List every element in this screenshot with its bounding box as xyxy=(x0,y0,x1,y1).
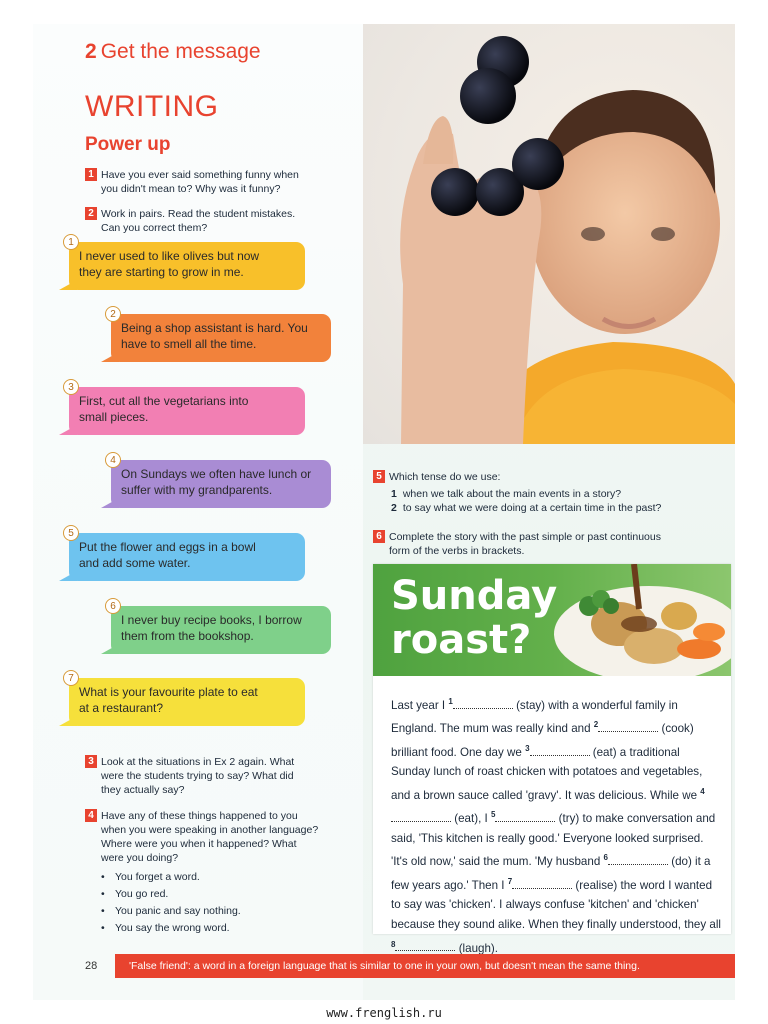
unit-title: Get the message xyxy=(100,40,261,63)
bubble-tail xyxy=(101,352,119,362)
exercise-text: Can you correct them? xyxy=(101,222,208,234)
exercise-3 xyxy=(85,755,345,797)
exercise-text: Which tense do we use: xyxy=(389,471,501,483)
gap-6-blank[interactable] xyxy=(608,855,668,865)
bubble-number: 5 xyxy=(63,525,79,541)
bubble-tail xyxy=(59,425,77,435)
bubble-text: I never used to like olives but now xyxy=(79,249,260,263)
exercise-5 xyxy=(373,470,723,515)
story-banner xyxy=(373,564,731,676)
gap-5-blank[interactable] xyxy=(495,812,555,822)
story-segment: (eat) a traditional Sunday lunch of roast chicken with potatoes and vegetables, and a brown sauce called 'gravy'. It was delicious. While we xyxy=(391,745,703,802)
gap-3-blank[interactable] xyxy=(530,746,590,756)
mistake-bubble-2 xyxy=(110,309,331,362)
bubble-text: have to smell all the time. xyxy=(121,337,257,351)
story-segment: Last year I xyxy=(391,698,446,712)
gap-number: 7 xyxy=(507,876,513,886)
exercise-text: Work in pairs. Read the student mistakes. xyxy=(101,208,296,220)
item-number: 2 xyxy=(391,502,397,514)
photo-illustration xyxy=(363,24,735,444)
roast-dinner-image xyxy=(549,564,731,676)
list-item: • You forget a word. xyxy=(101,869,241,886)
exercise-text: Where were you when it happened? What xyxy=(101,838,297,850)
list-item: • You say the wrong word. xyxy=(101,920,241,937)
gap-number: 1 xyxy=(448,697,453,706)
bubble-text: I never buy recipe books, I borrow xyxy=(121,613,302,627)
bubble-text: at a restaurant? xyxy=(79,701,164,715)
bubble-text: suffer with my grandparents. xyxy=(121,483,273,497)
item-text: to say what we were doing at a certain time in the past? xyxy=(402,502,662,514)
bubble-tail xyxy=(101,644,119,654)
exercise-text: Have any of these things happened to you xyxy=(101,810,298,822)
exercise-text: when you were speaking in another language? xyxy=(101,824,319,836)
bubble-text: small pieces. xyxy=(79,410,149,424)
story-segment: (eat), I xyxy=(454,812,488,826)
gap-number: 6 xyxy=(603,853,608,863)
story-segment: (cook) brilliant food. One day we xyxy=(391,722,694,759)
website-footer: www.frenglish.ru xyxy=(326,1006,442,1020)
bubble-number: 3 xyxy=(63,379,79,395)
bubble-number: 1 xyxy=(63,234,79,250)
gap-number: 3 xyxy=(525,743,530,753)
story-title xyxy=(391,574,557,662)
story-segment: (do) it a few years ago.' Then I xyxy=(391,855,711,892)
bubble-text: Being a shop assistant is hard. You xyxy=(121,321,308,335)
list-item: • You go red. xyxy=(101,886,241,903)
exercise-1 xyxy=(85,168,345,196)
gap-number: 8 xyxy=(391,939,396,949)
gap-number: 2 xyxy=(593,720,599,730)
bubble-text: they are starting to grow in me. xyxy=(79,265,244,279)
subsection-title: Power up xyxy=(85,134,171,155)
exercise-text: they actually say? xyxy=(101,784,185,796)
exercise-6 xyxy=(373,530,723,558)
bubble-text: Put the flower and eggs in a bowl xyxy=(79,540,256,554)
bubble-number: 4 xyxy=(105,452,121,468)
bubble-text: On Sundays we often have lunch or xyxy=(121,467,312,481)
gap-4-blank[interactable] xyxy=(391,812,451,822)
exercise-text: were the students trying to say? What did xyxy=(101,770,294,782)
page-number: 28 xyxy=(85,960,98,972)
bubble-number: 7 xyxy=(63,670,79,686)
exercise-text: you didn't mean to? Why was it funny? xyxy=(101,183,281,195)
mistake-bubble-1 xyxy=(68,237,305,290)
exercise-text: Complete the story with the past simple or past continuous xyxy=(389,531,661,543)
bubble-text: What is your favourite plate to eat xyxy=(79,685,258,699)
gap-1-blank[interactable] xyxy=(453,699,513,709)
story-segment: (realise) the word I wanted to say was 'chicken'. I always confuse 'kitchen' and 'chicken' because they sound alike. When they finally understood, they all xyxy=(391,878,721,931)
exercise-2 xyxy=(85,207,345,235)
unit-number: 2 xyxy=(85,40,97,63)
bubble-tail xyxy=(59,716,77,726)
bubble-number: 2 xyxy=(105,306,121,322)
mistake-bubble-7 xyxy=(68,673,305,726)
bubble-text: and add some water. xyxy=(79,556,191,570)
item-number: 1 xyxy=(391,488,397,500)
false-friend-definition: 'False friend': a word in a foreign language that is similar to one in your own, but doesn't mean the same thing. xyxy=(115,954,735,978)
exercise-number: 2 xyxy=(85,207,97,220)
exercise-number: 5 xyxy=(373,470,385,483)
story-title-line: roast? xyxy=(391,617,532,663)
bubble-text: them from the bookshop. xyxy=(121,629,254,643)
exercise-number: 4 xyxy=(85,809,97,822)
exercise-number: 6 xyxy=(373,530,385,543)
section-title: WRITING xyxy=(85,90,219,123)
situation-list xyxy=(101,869,241,937)
gap-number: 5 xyxy=(490,810,496,820)
exercise-4 xyxy=(85,809,345,865)
unit-heading xyxy=(85,40,261,64)
bubble-number: 6 xyxy=(105,598,121,614)
story-segment: (try) to make conversation and said, 'This kitchen is really good.' Everyone looked surprised. 'It's old now,' said the mum. 'My husband xyxy=(391,812,716,869)
list-item: • You panic and say nothing. xyxy=(101,903,241,920)
story-segment: (stay) with a wonderful family in England. The mum was really kind and xyxy=(391,698,678,736)
gap-number: 4 xyxy=(700,786,705,796)
bubble-text: First, cut all the vegetarians into xyxy=(79,394,249,408)
mistake-bubble-4 xyxy=(110,455,331,508)
mistake-bubble-3 xyxy=(68,382,305,435)
item-text: when we talk about the main events in a story? xyxy=(402,488,622,500)
exercise-text: form of the verbs in brackets. xyxy=(389,545,525,557)
mistake-bubble-6 xyxy=(110,601,331,654)
textbook-page xyxy=(33,24,735,1000)
exercise-text: were you doing? xyxy=(101,852,179,864)
exercise-text: Have you ever said something funny when xyxy=(101,169,299,181)
boy-with-olives-photo xyxy=(363,24,735,444)
story-title-line: Sunday xyxy=(391,573,558,619)
bubble-tail xyxy=(59,280,77,290)
bubble-tail xyxy=(59,571,77,581)
story-segment: (laugh). xyxy=(458,941,498,955)
gap-8-blank[interactable] xyxy=(395,941,455,951)
exercise-number: 1 xyxy=(85,168,97,181)
story-text xyxy=(391,692,721,958)
exercise-number: 3 xyxy=(85,755,97,768)
mistake-bubble-5 xyxy=(68,528,305,581)
gap-2-blank[interactable] xyxy=(598,722,658,732)
exercise-text: Look at the situations in Ex 2 again. What xyxy=(101,756,295,768)
gap-7-blank[interactable] xyxy=(512,879,572,889)
bubble-tail xyxy=(101,498,119,508)
story-box xyxy=(373,564,731,955)
